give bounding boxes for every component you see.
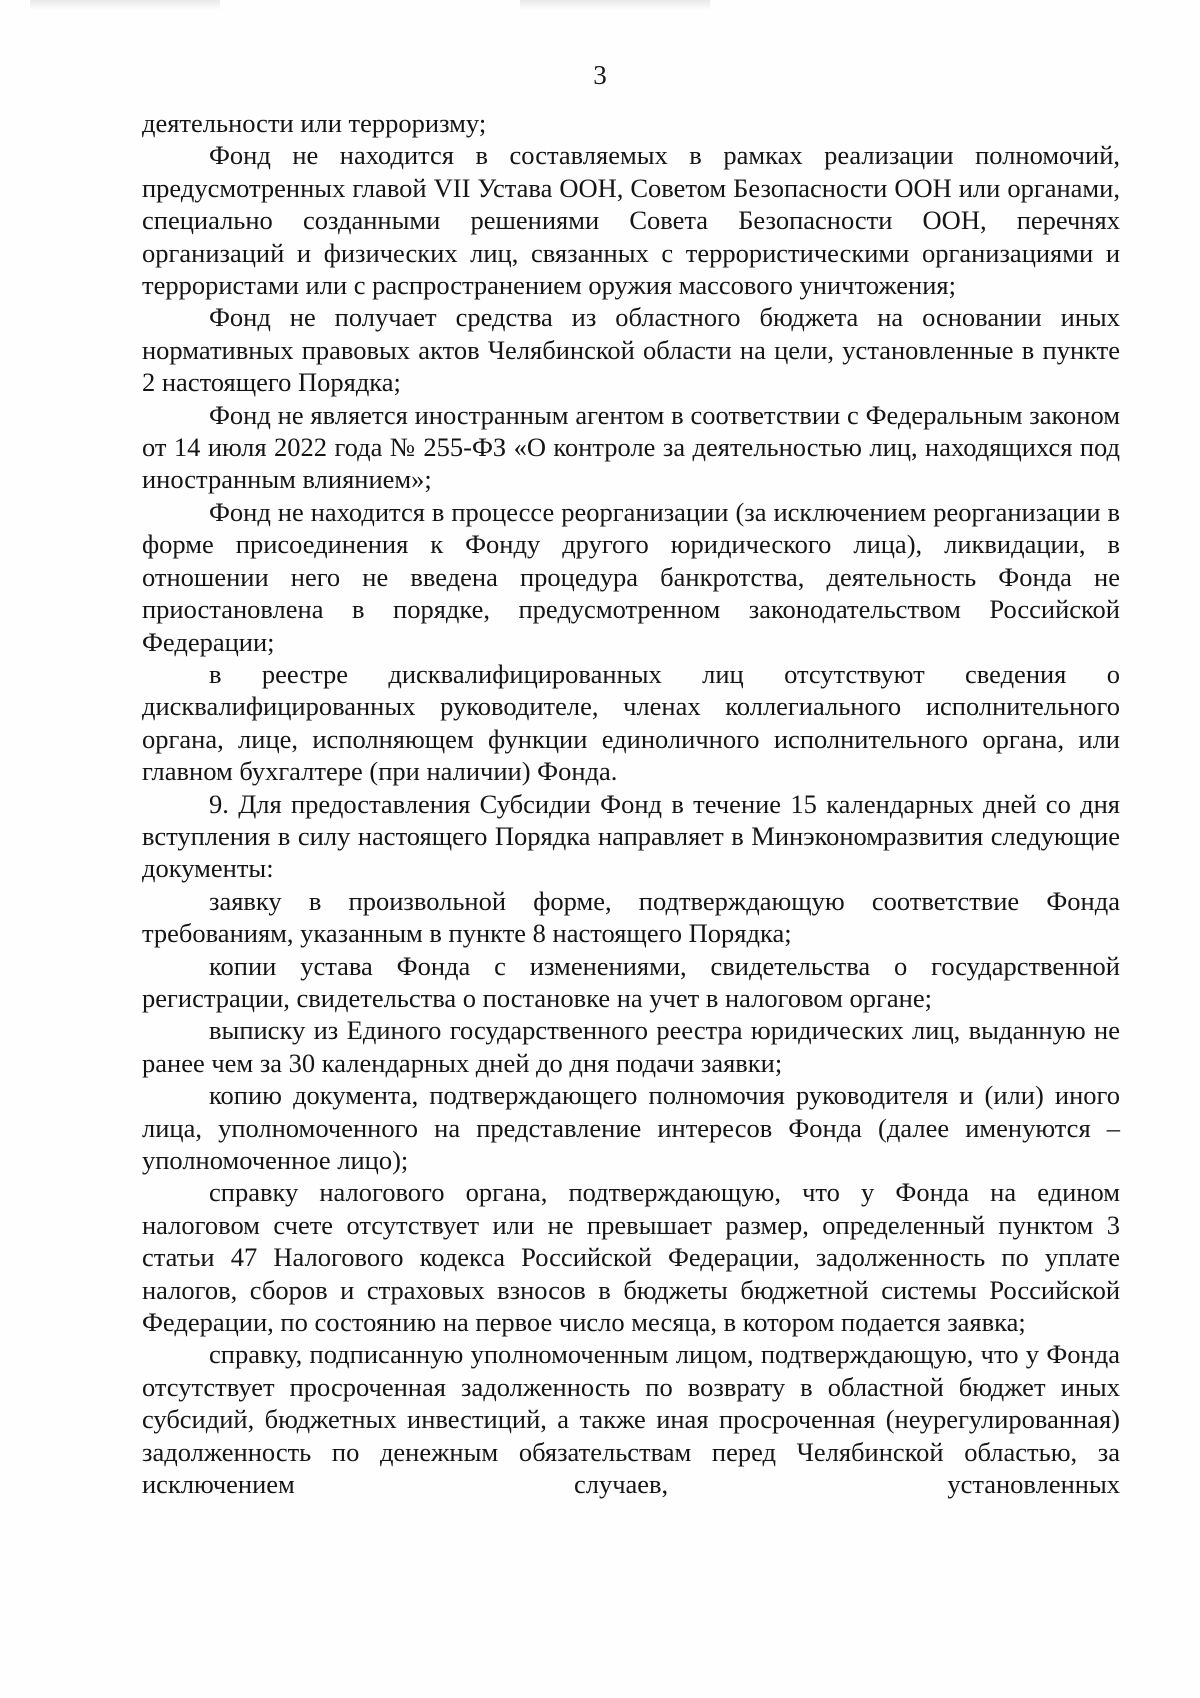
paragraph: 9. Для предоставления Субсидии Фонд в течение 15 календарных дней со дня вступления в силу настоящего Порядка направляет в Минэкономразвития следующие документы: [142,788,1120,884]
paragraph: справку налогового органа, подтверждающую, что у Фонда на едином налоговом счете отсутствует или не превышает размер, определенный пунктом 3 статьи 47 Налогового кодекса Российской Федерации, задолженность по уплате налогов, сборов и страховых взносов в бюджеты бюджетной системы Российской Федерации, по состоянию на первое число месяца, в котором подается заявка; [142,1177,1120,1338]
paragraph: Фонд не находится в составляемых в рамках реализации полномочий, предусмотренных главой VII Устава ООН, Советом Безопасности ООН или органами, специально созданными решениями Совета Безопасности ООН, перечнях организаций и физических лиц, связанных с террористическими организациями и террористами или с распространением оружия массового уничтожения; [142,140,1120,301]
paragraph: заявку в произвольной форме, подтверждающую соответствие Фонда требованиям, указанным в пункте 8 настоящего Порядка; [142,885,1120,949]
scan-edge-artifact [520,0,710,10]
page-number: 3 [593,60,607,90]
paragraph: Фонд не является иностранным агентом в соответствии с Федеральным законом от 14 июля 2022 года № 255-ФЗ «О контроле за деятельностью лиц, находящихся под иностранным влиянием»; [142,399,1120,495]
scan-edge-artifact [30,0,220,10]
paragraph: Фонд не получает средства из областного бюджета на основании иных нормативных правовых актов Челябинской области на цели, установленные в пункте 2 настоящего Порядка; [142,302,1120,398]
paragraph: Фонд не находится в процессе реорганизации (за исключением реорганизации в форме присоединения к Фонду другого юридического лица), ликвидации, в отношении него не введена процедура банкротства, деятельность Фонда не приостановлена в порядке, предусмотренном законодательством Российской Федерации; [142,496,1120,657]
paragraph: справку, подписанную уполномоченным лицом, подтверждающую, что у Фонда отсутствует просроченная задолженность по возврату в областной бюджет иных субсидий, бюджетных инвестиций, а также иная просроченная (неурегулированная) задолженность по денежным обязательствам перед Челябинской областью, за исключением случаев, установленных [142,1339,1120,1500]
paragraph: в реестре дисквалифицированных лиц отсутствуют сведения о дисквалифицированных руководителе, членах коллегиального исполнительного органа, лице, исполняющем функции единоличного исполнительного органа, или главном бухгалтере (при наличии) Фонда. [142,658,1120,787]
document-body [142,107,1120,1500]
paragraph: копии устава Фонда с изменениями, свидетельства о государственной регистрации, свидетельства о постановке на учет в налоговом органе; [142,950,1120,1013]
paragraph: выписку из Единого государственного реестра юридических лиц, выданную не ранее чем за 30 календарных дней до дня подачи заявки; [142,1015,1120,1078]
paragraph: деятельности или терроризму; [142,108,487,138]
paragraph: копию документа, подтверждающего полномочия руководителя и (или) иного лица, уполномоченного на представление интересов Фонда (далее именуются – уполномоченное лицо); [142,1080,1120,1175]
